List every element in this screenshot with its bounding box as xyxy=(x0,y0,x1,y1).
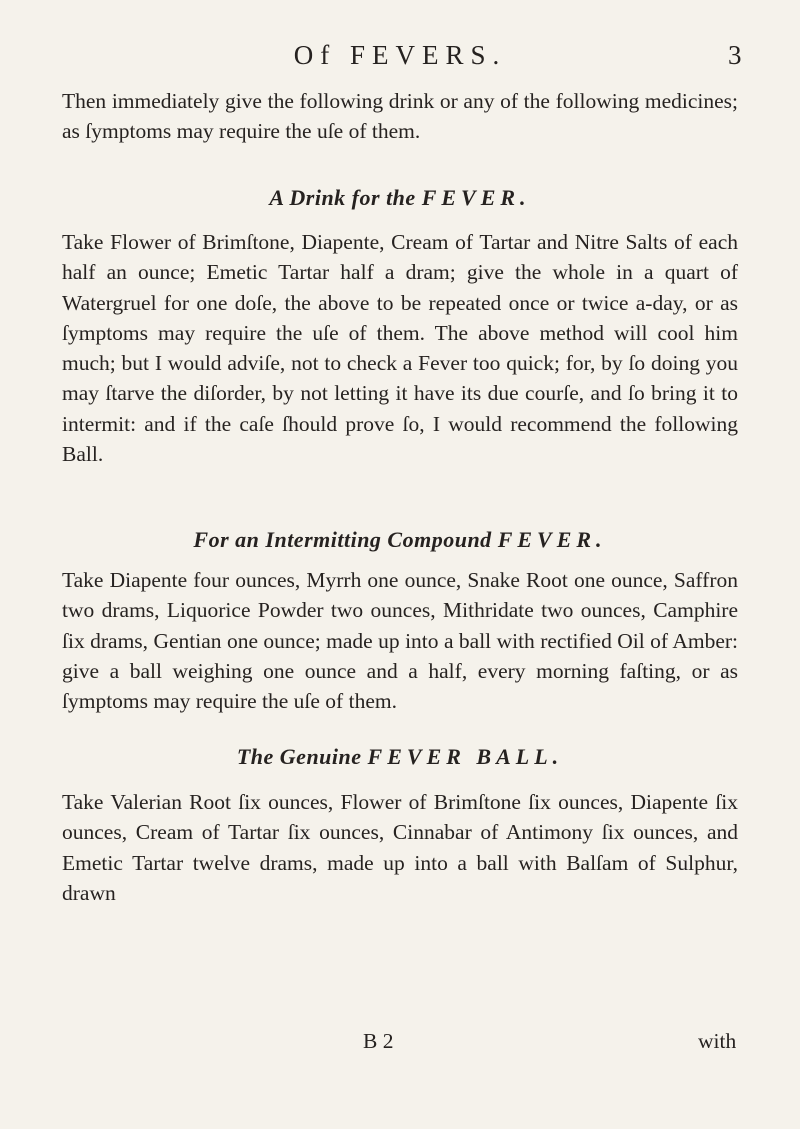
heading-lead: The Genuine xyxy=(236,744,362,769)
recipe-paragraph-intermitting: Take Diapente four ounces, Myrrh one ounce, Snake Root one ounce, Saffron two drams, Liquorice Powder two ounces, Mithridate two ounces, Camphire ſix drams, Gentian one ounce; made up into a ball with rectified Oil of Amber: give a ball weighing one ounce and a half, every morning faſting, or as ſymptoms may require the uſe of them. xyxy=(62,568,738,714)
running-head: Of FEVERS. xyxy=(293,40,507,70)
heading-caps: FEVER. xyxy=(421,185,531,210)
signature-mark: B 2 xyxy=(363,1029,394,1053)
heading-lead: A Drink for the xyxy=(269,185,416,210)
section-heading-fever-ball xyxy=(0,744,800,770)
recipe-paragraph-drink: Take Flower of Brimſtone, Diapente, Cream of Tartar and Nitre Salts of each half an ounce; Emetic Tartar half a dram; give the whole in a quart of Watergruel for one doſe, the above to be repeated once or twice a-day, or as ſymptoms may require the uſe of them. The above method will cool him much; but I would adviſe, not to check a Fever too quick; for, by ſo doing you may ſtarve the diſorder, by not letting it have its due courſe, and ſo bring it to intermit: and if the caſe ſhould prove ſo, I would recommend the following Ball. xyxy=(62,230,738,467)
heading-lead: For an Intermitting Compound xyxy=(193,527,492,552)
intro-paragraph: Then immediately give the following drink or any of the following medicines; as ſymptoms may require the uſe of them. xyxy=(62,89,738,144)
heading-caps: FEVER. xyxy=(497,527,607,552)
heading-caps: FEVER BALL. xyxy=(367,744,564,769)
section-heading-drink xyxy=(0,185,800,211)
catchword: with xyxy=(698,1029,737,1053)
recipe-paragraph-fever-ball: Take Valerian Root ſix ounces, Flower of Brimſtone ſix ounces, Diapente ſix ounces, Cream of Tartar ſix ounces, Cinnabar of Antimony ſix ounces, and Emetic Tartar twelve drams, made up into a ball with Balſam of Sulphur, drawn xyxy=(62,790,738,905)
section-heading-intermitting xyxy=(0,527,800,553)
page-number: 3 xyxy=(728,40,742,70)
